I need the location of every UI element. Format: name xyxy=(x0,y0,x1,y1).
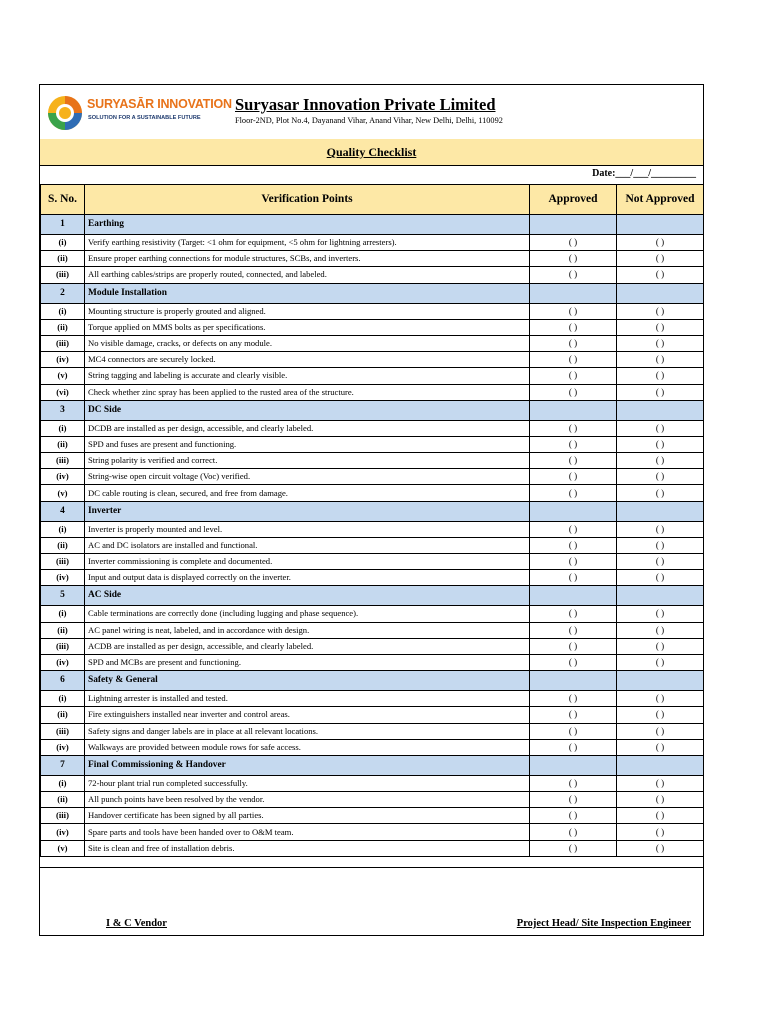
company-address: Floor-2ND, Plot No.4, Dayanand Vihar, Anand Vihar, New Delhi, Delhi, 110092 xyxy=(235,116,503,125)
checklist-row xyxy=(41,792,704,808)
checklist-row xyxy=(41,303,704,319)
company-logo xyxy=(45,93,232,135)
section-title: Safety & General xyxy=(85,671,530,691)
approved-checkbox[interactable]: ( ) xyxy=(530,335,617,351)
sun-logo-icon xyxy=(45,93,85,133)
not-approved-checkbox[interactable]: ( ) xyxy=(617,638,704,654)
not-approved-checkbox[interactable]: ( ) xyxy=(617,739,704,755)
section-title: Final Commissioning & Handover xyxy=(85,755,530,775)
item-number: (i) xyxy=(41,775,85,791)
approved-checkbox[interactable]: ( ) xyxy=(530,453,617,469)
approved-checkbox[interactable]: ( ) xyxy=(530,707,617,723)
not-approved-checkbox[interactable]: ( ) xyxy=(617,824,704,840)
section-not-approved-cell xyxy=(617,400,704,420)
table-header-row xyxy=(41,185,704,215)
approved-checkbox[interactable]: ( ) xyxy=(530,235,617,251)
checklist-body xyxy=(41,215,704,857)
section-title: Module Installation xyxy=(85,283,530,303)
section-not-approved-cell xyxy=(617,283,704,303)
approved-checkbox[interactable]: ( ) xyxy=(530,808,617,824)
item-number: (ii) xyxy=(41,537,85,553)
not-approved-checkbox[interactable]: ( ) xyxy=(617,707,704,723)
points-column-header: Verification Points xyxy=(85,185,530,215)
not-approved-checkbox[interactable]: ( ) xyxy=(617,606,704,622)
verification-point: Inverter is properly mounted and level. xyxy=(85,521,530,537)
checklist-row xyxy=(41,420,704,436)
section-row xyxy=(41,215,704,235)
checklist-row xyxy=(41,570,704,586)
section-approved-cell xyxy=(530,755,617,775)
section-row xyxy=(41,283,704,303)
item-number: (ii) xyxy=(41,436,85,452)
checklist-row xyxy=(41,469,704,485)
approved-checkbox[interactable]: ( ) xyxy=(530,775,617,791)
engineer-signature-label: Project Head/ Site Inspection Engineer xyxy=(516,918,691,929)
checklist-row xyxy=(41,775,704,791)
verification-point: SPD and MCBs are present and functioning. xyxy=(85,654,530,670)
section-number: 4 xyxy=(41,501,85,521)
checklist-row xyxy=(41,436,704,452)
section-number: 3 xyxy=(41,400,85,420)
verification-point: Check whether zinc spray has been applied to the rusted area of the structure. xyxy=(85,384,530,400)
signature-footer xyxy=(40,867,703,936)
checklist-row xyxy=(41,606,704,622)
not-approved-checkbox[interactable]: ( ) xyxy=(617,654,704,670)
approved-checkbox[interactable]: ( ) xyxy=(530,352,617,368)
approved-checkbox[interactable]: ( ) xyxy=(530,319,617,335)
approved-checkbox[interactable]: ( ) xyxy=(530,267,617,283)
not-approved-checkbox[interactable]: ( ) xyxy=(617,469,704,485)
approved-checkbox[interactable]: ( ) xyxy=(530,824,617,840)
item-number: (ii) xyxy=(41,707,85,723)
section-row xyxy=(41,671,704,691)
verification-point: SPD and fuses are present and functioning. xyxy=(85,436,530,452)
item-number: (iii) xyxy=(41,267,85,283)
section-title: DC Side xyxy=(85,400,530,420)
checklist-row xyxy=(41,691,704,707)
verification-point: DC cable routing is clean, secured, and free from damage. xyxy=(85,485,530,501)
item-number: (iv) xyxy=(41,654,85,670)
not-approved-checkbox[interactable]: ( ) xyxy=(617,792,704,808)
item-number: (v) xyxy=(41,840,85,856)
checklist-row xyxy=(41,622,704,638)
item-number: (ii) xyxy=(41,622,85,638)
verification-point: String-wise open circuit voltage (Voc) verified. xyxy=(85,469,530,485)
checklist-row xyxy=(41,384,704,400)
verification-point: Handover certificate has been signed by all parties. xyxy=(85,808,530,824)
not-approved-checkbox[interactable]: ( ) xyxy=(617,485,704,501)
checklist-table xyxy=(40,184,704,857)
item-number: (iv) xyxy=(41,570,85,586)
item-number: (i) xyxy=(41,606,85,622)
not-approved-column-header: Not Approved xyxy=(617,185,704,215)
checklist-row xyxy=(41,808,704,824)
not-approved-checkbox[interactable]: ( ) xyxy=(617,521,704,537)
section-row xyxy=(41,501,704,521)
not-approved-checkbox[interactable]: ( ) xyxy=(617,368,704,384)
approved-checkbox[interactable]: ( ) xyxy=(530,723,617,739)
verification-point: AC and DC isolators are installed and functional. xyxy=(85,537,530,553)
verification-point: String tagging and labeling is accurate and clearly visible. xyxy=(85,368,530,384)
checklist-row xyxy=(41,335,704,351)
not-approved-checkbox[interactable]: ( ) xyxy=(617,235,704,251)
section-approved-cell xyxy=(530,400,617,420)
not-approved-checkbox[interactable]: ( ) xyxy=(617,319,704,335)
company-name: Suryasar Innovation Private Limited xyxy=(235,95,496,114)
checklist-row xyxy=(41,251,704,267)
not-approved-checkbox[interactable]: ( ) xyxy=(617,622,704,638)
verification-point: Spare parts and tools have been handed over to O&M team. xyxy=(85,824,530,840)
section-not-approved-cell xyxy=(617,671,704,691)
vendor-signature-label: I & C Vendor xyxy=(106,918,167,929)
approved-checkbox[interactable]: ( ) xyxy=(530,570,617,586)
section-row xyxy=(41,400,704,420)
verification-point: Cable terminations are correctly done (including lugging and phase sequence). xyxy=(85,606,530,622)
checklist-row xyxy=(41,723,704,739)
verification-point: No visible damage, cracks, or defects on any module. xyxy=(85,335,530,351)
approved-checkbox[interactable]: ( ) xyxy=(530,638,617,654)
not-approved-checkbox[interactable]: ( ) xyxy=(617,420,704,436)
verification-point: String polarity is verified and correct. xyxy=(85,453,530,469)
approved-checkbox[interactable]: ( ) xyxy=(530,554,617,570)
item-number: (i) xyxy=(41,235,85,251)
approved-checkbox[interactable]: ( ) xyxy=(530,469,617,485)
approved-checkbox[interactable]: ( ) xyxy=(530,303,617,319)
item-number: (i) xyxy=(41,521,85,537)
section-approved-cell xyxy=(530,671,617,691)
document-title: Quality Checklist xyxy=(40,139,703,166)
checklist-row xyxy=(41,739,704,755)
item-number: (iv) xyxy=(41,352,85,368)
checklist-row xyxy=(41,707,704,723)
item-number: (i) xyxy=(41,420,85,436)
date-field[interactable]: Date:___/___/_________ xyxy=(592,168,696,179)
section-number: 5 xyxy=(41,586,85,606)
approved-checkbox[interactable]: ( ) xyxy=(530,654,617,670)
verification-point: MC4 connectors are securely locked. xyxy=(85,352,530,368)
item-number: (ii) xyxy=(41,251,85,267)
not-approved-checkbox[interactable]: ( ) xyxy=(617,436,704,452)
not-approved-checkbox[interactable]: ( ) xyxy=(617,352,704,368)
verification-point: AC panel wiring is neat, labeled, and in accordance with design. xyxy=(85,622,530,638)
verification-point: Walkways are provided between module rows for safe access. xyxy=(85,739,530,755)
not-approved-checkbox[interactable]: ( ) xyxy=(617,808,704,824)
checklist-row xyxy=(41,824,704,840)
verification-point: ACDB are installed as per design, accessible, and clearly labeled. xyxy=(85,638,530,654)
not-approved-checkbox[interactable]: ( ) xyxy=(617,335,704,351)
approved-checkbox[interactable]: ( ) xyxy=(530,436,617,452)
section-number: 2 xyxy=(41,283,85,303)
not-approved-checkbox[interactable]: ( ) xyxy=(617,570,704,586)
checklist-row xyxy=(41,485,704,501)
section-not-approved-cell xyxy=(617,215,704,235)
not-approved-checkbox[interactable]: ( ) xyxy=(617,453,704,469)
not-approved-checkbox[interactable]: ( ) xyxy=(617,775,704,791)
section-title: Inverter xyxy=(85,501,530,521)
checklist-row xyxy=(41,840,704,856)
not-approved-checkbox[interactable]: ( ) xyxy=(617,723,704,739)
approved-checkbox[interactable]: ( ) xyxy=(530,251,617,267)
item-number: (iv) xyxy=(41,739,85,755)
checklist-row xyxy=(41,235,704,251)
approved-checkbox[interactable]: ( ) xyxy=(530,840,617,856)
approved-column-header: Approved xyxy=(530,185,617,215)
checklist-row xyxy=(41,319,704,335)
checklist-row xyxy=(41,654,704,670)
document-header xyxy=(40,85,703,140)
approved-checkbox[interactable]: ( ) xyxy=(530,384,617,400)
checklist-row xyxy=(41,537,704,553)
item-number: (iv) xyxy=(41,469,85,485)
item-number: (i) xyxy=(41,691,85,707)
checklist-row xyxy=(41,521,704,537)
not-approved-checkbox[interactable]: ( ) xyxy=(617,251,704,267)
section-approved-cell xyxy=(530,283,617,303)
approved-checkbox[interactable]: ( ) xyxy=(530,739,617,755)
approved-checkbox[interactable]: ( ) xyxy=(530,537,617,553)
section-title: Earthing xyxy=(85,215,530,235)
logo-brand-text: SURYASĀR INNOVATION xyxy=(87,97,232,111)
item-number: (ii) xyxy=(41,319,85,335)
section-row xyxy=(41,586,704,606)
section-not-approved-cell xyxy=(617,755,704,775)
item-number: (ii) xyxy=(41,792,85,808)
item-number: (iii) xyxy=(41,808,85,824)
logo-tagline: SOLUTION FOR A SUSTAINABLE FUTURE xyxy=(88,115,201,121)
item-number: (iii) xyxy=(41,453,85,469)
checklist-row xyxy=(41,267,704,283)
approved-checkbox[interactable]: ( ) xyxy=(530,368,617,384)
item-number: (i) xyxy=(41,303,85,319)
item-number: (vi) xyxy=(41,384,85,400)
approved-checkbox[interactable]: ( ) xyxy=(530,606,617,622)
verification-point: All earthing cables/strips are properly routed, connected, and labeled. xyxy=(85,267,530,283)
not-approved-checkbox[interactable]: ( ) xyxy=(617,537,704,553)
section-number: 1 xyxy=(41,215,85,235)
verification-point: Lightning arrester is installed and tested. xyxy=(85,691,530,707)
checklist-row xyxy=(41,368,704,384)
date-row xyxy=(40,165,703,185)
section-approved-cell xyxy=(530,586,617,606)
not-approved-checkbox[interactable]: ( ) xyxy=(617,303,704,319)
sno-column-header: S. No. xyxy=(41,185,85,215)
approved-checkbox[interactable]: ( ) xyxy=(530,792,617,808)
checklist-row xyxy=(41,638,704,654)
section-number: 7 xyxy=(41,755,85,775)
verification-point: Input and output data is displayed correctly on the inverter. xyxy=(85,570,530,586)
section-number: 6 xyxy=(41,671,85,691)
verification-point: Torque applied on MMS bolts as per specifications. xyxy=(85,319,530,335)
checklist-sheet xyxy=(39,84,704,936)
verification-point: DCDB are installed as per design, accessible, and clearly labeled. xyxy=(85,420,530,436)
not-approved-checkbox[interactable]: ( ) xyxy=(617,554,704,570)
approved-checkbox[interactable]: ( ) xyxy=(530,485,617,501)
section-not-approved-cell xyxy=(617,586,704,606)
checklist-row xyxy=(41,554,704,570)
item-number: (iii) xyxy=(41,638,85,654)
verification-point: Inverter commissioning is complete and documented. xyxy=(85,554,530,570)
verification-point: Verify earthing resistivity (Target: <1 ohm for equipment, <5 ohm for lightning arresters). xyxy=(85,235,530,251)
item-number: (iii) xyxy=(41,723,85,739)
verification-point: Mounting structure is properly grouted and aligned. xyxy=(85,303,530,319)
checklist-row xyxy=(41,352,704,368)
item-number: (iii) xyxy=(41,554,85,570)
verification-point: Ensure proper earthing connections for module structures, SCBs, and inverters. xyxy=(85,251,530,267)
section-row xyxy=(41,755,704,775)
approved-checkbox[interactable]: ( ) xyxy=(530,691,617,707)
verification-point: All punch points have been resolved by the vendor. xyxy=(85,792,530,808)
verification-point: Site is clean and free of installation debris. xyxy=(85,840,530,856)
approved-checkbox[interactable]: ( ) xyxy=(530,622,617,638)
item-number: (iv) xyxy=(41,824,85,840)
not-approved-checkbox[interactable]: ( ) xyxy=(617,267,704,283)
item-number: (v) xyxy=(41,485,85,501)
approved-checkbox[interactable]: ( ) xyxy=(530,521,617,537)
section-approved-cell xyxy=(530,501,617,521)
item-number: (iii) xyxy=(41,335,85,351)
approved-checkbox[interactable]: ( ) xyxy=(530,420,617,436)
section-not-approved-cell xyxy=(617,501,704,521)
not-approved-checkbox[interactable]: ( ) xyxy=(617,691,704,707)
verification-point: Fire extinguishers installed near inverter and control areas. xyxy=(85,707,530,723)
not-approved-checkbox[interactable]: ( ) xyxy=(617,840,704,856)
not-approved-checkbox[interactable]: ( ) xyxy=(617,384,704,400)
checklist-row xyxy=(41,453,704,469)
verification-point: Safety signs and danger labels are in place at all relevant locations. xyxy=(85,723,530,739)
item-number: (v) xyxy=(41,368,85,384)
section-approved-cell xyxy=(530,215,617,235)
section-title: AC Side xyxy=(85,586,530,606)
verification-point: 72-hour plant trial run completed successfully. xyxy=(85,775,530,791)
